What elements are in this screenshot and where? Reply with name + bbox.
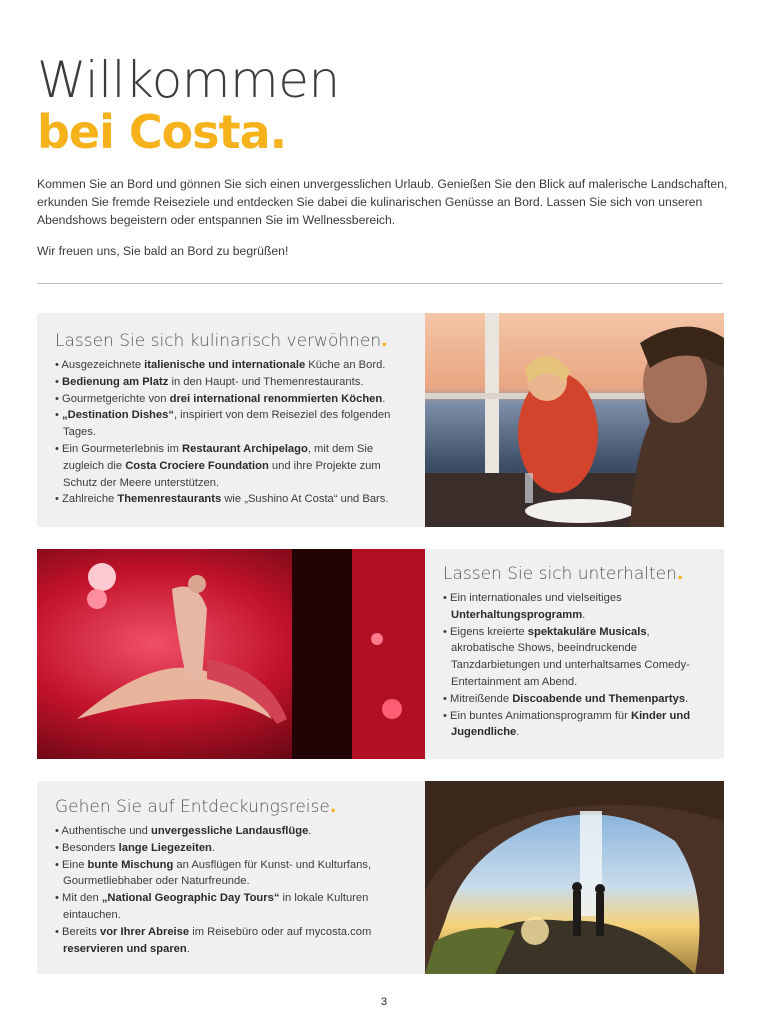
show-photo [37, 549, 425, 759]
list-item: • Gourmetgerichte von drei international renommierten Köchen. [55, 391, 411, 408]
page-number: 3 [380, 996, 388, 1008]
list-item: • Ein Gourmeterlebnis im Restaurant Archipelago, mit dem Sie zugleich die Costa Crociere Foundation und ihre Projekte zum Schutz der Meere unterstützen. [55, 441, 411, 491]
list-item: • Bereits vor Ihrer Abreise im Reisebüro oder auf mycosta.com reservieren und sparen. [55, 924, 411, 958]
intro-paragraph-2: Wir freuen uns, Sie bald an Bord zu begrüßen! [37, 244, 289, 258]
list-item: • Ausgezeichnete italienische und internationale Küche an Bord. [55, 357, 411, 374]
list-item: • Mit den „National Geographic Day Tours“ in lokale Kulturen eintauchen. [55, 890, 411, 924]
entertainment-heading: Lassen Sie sich unterhalten. [443, 564, 684, 584]
page-title-line1: Willkommen [37, 51, 340, 109]
dining-photo [425, 313, 724, 527]
list-item: • Authentische und unvergessliche Landausflüge. [55, 823, 411, 840]
culinary-heading: Lassen Sie sich kulinarisch verwöhnen. [55, 331, 388, 351]
intro-paragraph-1: Kommen Sie an Bord und gönnen Sie sich einen unvergesslichen Urlaub. Genießen Sie den Blick auf malerische Landschaften, erkunden Sie fremde Reiseziele und entdecken Sie dabei die kulinarischen Genüsse an Bord. Lassen Sie sich von unseren Abendshows begeistern oder entspannen Sie im Wellnessbereich. [37, 177, 728, 227]
culinary-list [55, 357, 411, 508]
list-item: • Eigens kreierte spektakuläre Musicals, akrobatische Shows, beeindruckende Tanzdarbietungen und unterhaltsames Comedy-Entertainment am Abend. [443, 624, 714, 691]
discovery-panel [37, 781, 425, 974]
discovery-heading: Gehen Sie auf Entdeckungsreise. [55, 797, 337, 817]
list-item: • Eine bunte Mischung an Ausflügen für Kunst- und Kulturfans, Gourmetliebhaber oder Naturfreunde. [55, 857, 411, 891]
heading-dot: . [676, 564, 684, 584]
discovery-list [55, 823, 411, 957]
list-item: • Bedienung am Platz in den Haupt- und Themenrestaurants. [55, 374, 411, 391]
list-item: • Besonders lange Liegezeiten. [55, 840, 411, 857]
page-title-line2: bei Costa. [37, 105, 287, 159]
list-item: • Ein buntes Animationsprogramm für Kinder und Jugendliche. [443, 708, 714, 742]
list-item: • Mitreißende Discoabende und Themenpartys. [443, 691, 714, 708]
list-item: • Zahlreiche Themenrestaurants wie „Sushino At Costa“ und Bars. [55, 491, 411, 508]
waterfall-photo [425, 781, 724, 974]
intro-text [37, 175, 737, 273]
list-item: • Ein internationales und vielseitiges Unterhaltungsprogramm. [443, 590, 714, 624]
heading-dot: . [381, 331, 388, 351]
entertainment-panel [425, 549, 724, 759]
heading-dot: . [329, 797, 337, 817]
list-item: • „Destination Dishes“, inspiriert von dem Reiseziel des folgenden Tages. [55, 407, 411, 441]
divider [37, 283, 723, 284]
culinary-panel [37, 313, 425, 527]
entertainment-list [443, 590, 714, 741]
